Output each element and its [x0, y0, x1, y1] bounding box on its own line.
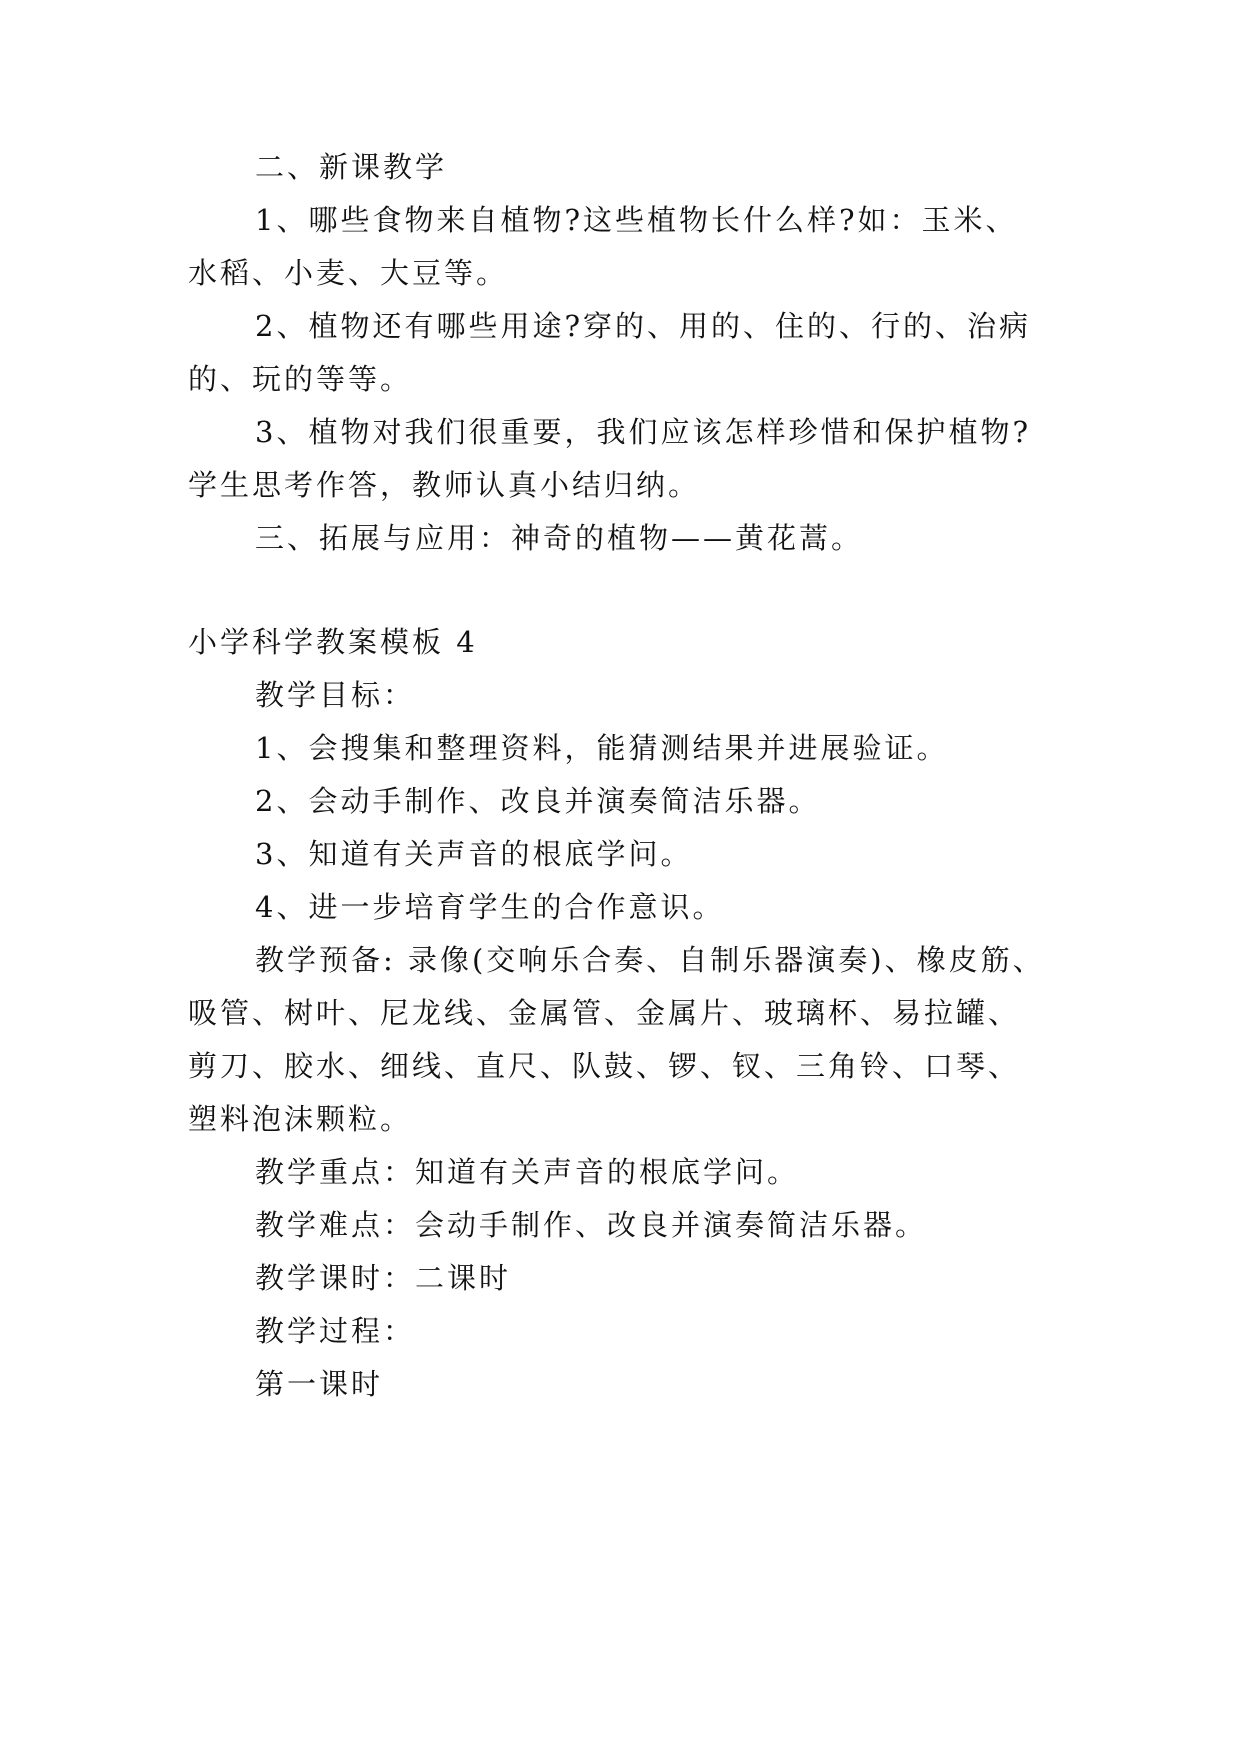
- prep-line-3: 剪刀、胶水、细线、直尺、队鼓、锣、钗、三角铃、口琴、: [188, 1049, 1021, 1083]
- item-1-line-2: 水稻、小麦、大豆等。: [188, 256, 509, 290]
- class-hours: 教学课时：二课时: [255, 1261, 512, 1295]
- extension-heading: 三、拓展与应用：神奇的植物——黄花蒿。: [255, 521, 864, 555]
- process-label: 教学过程：: [255, 1314, 416, 1348]
- item-3-line-1: 3、植物对我们很重要，我们应该怎样珍惜和保护植物?: [255, 415, 1031, 449]
- item-1-line-1: 1、哪些食物来自植物?这些植物长什么样?如：玉米、: [255, 203, 1018, 237]
- section-heading-new-lesson: 二、新课教学: [255, 150, 448, 184]
- goal-3: 3、知道有关声音的根底学问。: [255, 837, 693, 871]
- key-point: 教学重点：知道有关声音的根底学问。: [255, 1155, 800, 1189]
- item-2-line-1: 2、植物还有哪些用途?穿的、用的、住的、行的、治病: [255, 309, 1031, 343]
- goals-label: 教学目标：: [255, 678, 416, 712]
- first-lesson-heading: 第一课时: [255, 1367, 384, 1401]
- goal-2: 2、会动手制作、改良并演奏简洁乐器。: [255, 784, 821, 818]
- goal-4: 4、进一步培育学生的合作意识。: [255, 890, 725, 924]
- item-3-line-2: 学生思考作答，教师认真小结归纳。: [188, 468, 701, 502]
- goal-1: 1、会搜集和整理资料，能猜测结果并进展验证。: [255, 731, 949, 765]
- item-2-line-2: 的、玩的等等。: [188, 362, 413, 396]
- prep-line-1: 教学预备: 录像(交响乐合奏、自制乐器演奏)、橡皮筋、: [255, 943, 1045, 977]
- template-4-title: 小学科学教案模板 4: [188, 625, 478, 659]
- prep-line-2: 吸管、树叶、尼龙线、金属管、金属片、玻璃杯、易拉罐、: [188, 996, 1021, 1030]
- difficulty: 教学难点：会动手制作、改良并演奏简洁乐器。: [255, 1208, 928, 1242]
- prep-line-4: 塑料泡沫颗粒。: [188, 1102, 413, 1136]
